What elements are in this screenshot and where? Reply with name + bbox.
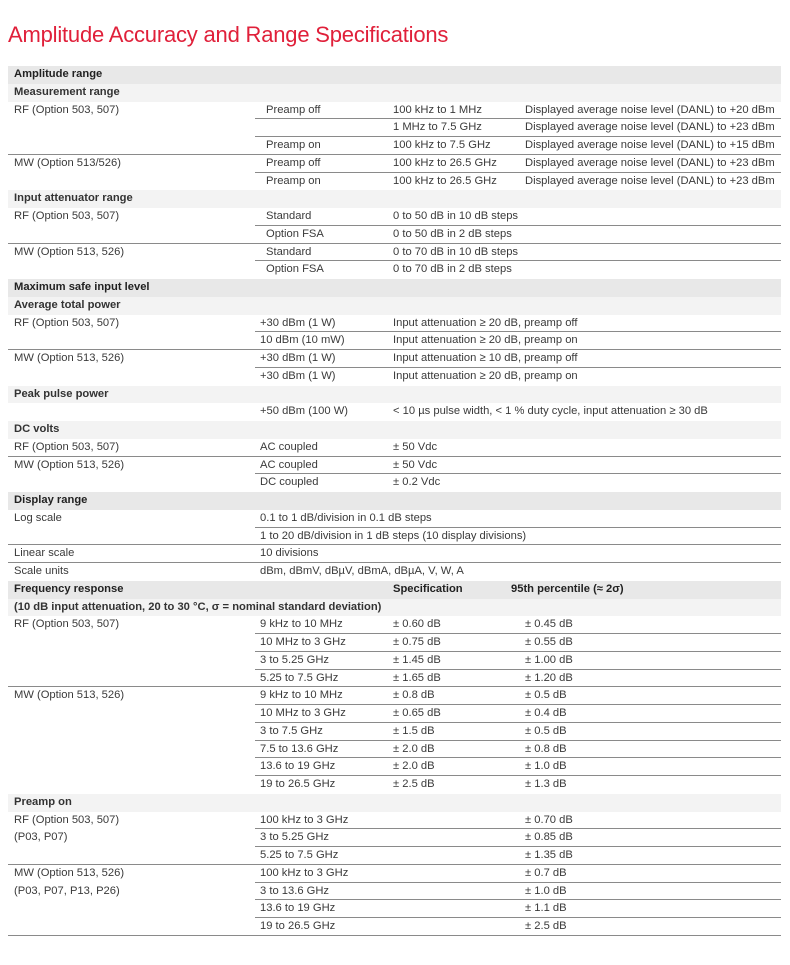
row-mode: Preamp on [266,139,321,151]
row-value: Displayed average noise level (DANL) to +23 dBm [525,121,775,134]
row-value: 10 divisions [260,547,319,560]
subsection-header-average-total-power [8,297,781,315]
row-p95: ± 0.45 dB [525,618,573,631]
section-title: Display range [14,494,88,506]
row-p95: ± 1.3 dB [525,778,567,790]
row-spec: ± 1.65 dB [393,671,441,684]
row-spec: ± 0.60 dB [393,618,441,631]
row-mode: Preamp off [266,156,321,169]
table-row [8,545,781,563]
row-level: +30 dBm (1 W) [260,369,336,382]
table-row [8,208,781,226]
table-row [8,403,781,421]
row-p95: ± 1.0 dB [525,884,567,897]
row-spec: ± 0.65 dB [393,707,441,719]
subsection-title: Input attenuator range [14,192,133,205]
row-mode: Preamp on [266,174,321,187]
row-label: MW (Option 513/526) [14,156,121,169]
table-row [8,137,781,155]
row-label: RF (Option 503, 507) [14,210,120,222]
row-p95: ± 1.20 dB [525,671,573,684]
table-row [8,918,781,936]
row-freq: 9 kHz to 10 MHz [260,618,343,631]
table-row [8,439,781,457]
row-mode: Preamp off [266,103,321,116]
table-row [8,102,781,120]
row-value: dBm, dBmV, dBµV, dBmA, dBµA, V, W, A [260,565,464,577]
section-header-max-safe-input [8,279,781,297]
row-p95: ± 1.1 dB [525,902,567,915]
row-label: RF (Option 503, 507) [14,618,120,631]
table-row [8,510,781,528]
row-condition: Input attenuation ≥ 20 dB, preamp off [393,316,578,329]
table-row [8,723,781,741]
row-value: ± 0.2 Vdc [393,476,441,489]
row-freq: 3 to 5.25 GHz [260,653,330,666]
row-label: RF (Option 503, 507) [14,440,120,453]
row-spec: ± 1.45 dB [393,653,441,666]
row-label: Scale units [14,565,69,577]
table-row [8,350,781,368]
row-mode: Option FSA [266,263,324,276]
spec-table [8,66,781,936]
row-freq: 5.25 to 7.5 GHz [260,671,339,684]
table-row [8,315,781,333]
row-p95: ± 1.35 dB [525,849,573,861]
row-coupling: AC coupled [260,458,318,471]
column-header-specification: Specification [393,582,463,595]
row-freq: 100 kHz to 7.5 GHz [393,139,491,151]
row-value: 0.1 to 1 dB/division in 0.1 dB steps [260,511,432,524]
row-level: +50 dBm (100 W) [260,405,348,418]
table-row [8,829,781,847]
table-row [8,812,781,830]
row-value: Displayed average noise level (DANL) to +15 dBm [525,139,775,151]
row-value: 0 to 50 dB in 2 dB steps [393,227,512,240]
table-row [8,616,781,634]
row-p95: ± 0.8 dB [525,742,567,755]
row-value: 1 to 20 dB/division in 1 dB steps (10 display divisions) [260,529,527,542]
row-label: MW (Option 513, 526) [14,352,125,364]
conditions-text: (10 dB input attenuation, 20 to 30 °C, σ = nominal standard deviation) [14,600,382,613]
table-row [8,758,781,776]
row-freq: 10 MHz to 3 GHz [260,707,346,719]
row-label: RF (Option 503, 507) [14,813,120,826]
row-freq: 9 kHz to 10 MHz [260,689,343,702]
row-p95: ± 0.5 dB [525,689,567,702]
row-freq: 10 MHz to 3 GHz [260,636,346,648]
table-row [8,155,781,173]
row-spec: ± 2.0 dB [393,742,435,755]
row-value: ± 50 Vdc [393,458,438,471]
row-value: Displayed average noise level (DANL) to +23 dBm [525,156,775,169]
table-row [8,261,781,279]
page-title: Amplitude Accuracy and Range Specifications [8,22,449,47]
row-value: 0 to 70 dB in 10 dB steps [393,245,519,258]
section-title: Amplitude range [14,68,103,80]
table-row [8,457,781,475]
section-header-display-range [8,492,781,510]
row-freq: 100 kHz to 26.5 GHz [393,156,497,169]
table-row [8,741,781,759]
row-p95: ± 1.00 dB [525,653,573,666]
row-p95: ± 0.4 dB [525,707,567,719]
table-row [8,226,781,244]
row-freq: 3 to 13.6 GHz [260,884,330,897]
section-header-amplitude-range [8,66,781,84]
row-p95: ± 0.55 dB [525,636,573,648]
row-p95: ± 0.7 dB [525,866,567,879]
table-row [8,119,781,137]
row-freq: 19 to 26.5 GHz [260,920,336,932]
table-row [8,705,781,723]
table-row [8,474,781,492]
subsection-title: Preamp on [14,795,72,808]
subsection-header-input-attenuator-range [8,190,781,208]
row-freq: 100 kHz to 3 GHz [260,813,349,826]
row-value: Displayed average noise level (DANL) to +23 dBm [525,174,775,187]
table-row [8,173,781,191]
row-spec: ± 0.8 dB [393,689,435,702]
row-level: +30 dBm (1 W) [260,352,336,364]
row-spec: ± 2.5 dB [393,778,435,790]
row-label: (P03, P07, P13, P26) [14,884,120,897]
table-row [8,776,781,794]
row-value: Displayed average noise level (DANL) to +20 dBm [525,103,775,116]
table-row [8,652,781,670]
row-coupling: DC coupled [260,476,319,489]
row-freq: 1 MHz to 7.5 GHz [393,121,482,134]
row-coupling: AC coupled [260,440,318,453]
section-title: Maximum safe input level [14,281,150,293]
subsection-header-measurement-range [8,84,781,102]
table-row [8,368,781,386]
subsection-header-dc-volts [8,421,781,439]
row-p95: ± 2.5 dB [525,920,567,932]
subsection-header-preamp-on [8,794,781,812]
row-label: Log scale [14,511,62,524]
frequency-response-conditions [8,599,781,617]
row-value: ± 50 Vdc [393,440,438,453]
row-freq: 3 to 7.5 GHz [260,724,323,737]
row-spec: ± 1.5 dB [393,724,435,737]
row-mode: Standard [266,245,312,258]
row-freq: 7.5 to 13.6 GHz [260,742,339,755]
table-row [8,332,781,350]
subsection-header-peak-pulse-power [8,386,781,404]
row-label: Linear scale [14,547,75,560]
row-label: RF (Option 503, 507) [14,103,120,116]
row-label: MW (Option 513, 526) [14,689,125,702]
table-row [8,634,781,652]
row-freq: 13.6 to 19 GHz [260,902,336,915]
row-label: RF (Option 503, 507) [14,316,120,329]
section-title: Frequency response [14,582,124,595]
table-row [8,900,781,918]
subsection-title: Peak pulse power [14,387,109,400]
row-freq: 5.25 to 7.5 GHz [260,849,339,861]
subsection-title: Average total power [14,298,121,311]
table-row [8,670,781,688]
row-label: MW (Option 513, 526) [14,458,125,471]
table-row [8,865,781,883]
row-level: +30 dBm (1 W) [260,316,336,329]
row-p95: ± 1.0 dB [525,760,567,773]
row-condition: < 10 µs pulse width, < 1 % duty cycle, input attenuation ≥ 30 dB [393,405,708,418]
table-row [8,883,781,901]
row-value: 0 to 70 dB in 2 dB steps [393,263,512,276]
row-freq: 100 kHz to 3 GHz [260,866,349,879]
row-freq: 13.6 to 19 GHz [260,760,336,773]
row-freq: 3 to 5.25 GHz [260,831,330,844]
row-condition: Input attenuation ≥ 10 dB, preamp off [393,352,578,364]
table-row [8,528,781,546]
row-condition: Input attenuation ≥ 20 dB, preamp on [393,369,578,382]
row-freq: 100 kHz to 26.5 GHz [393,174,497,187]
row-condition: Input attenuation ≥ 20 dB, preamp on [393,334,578,347]
row-label: (P03, P07) [14,831,68,844]
row-p95: ± 0.5 dB [525,724,567,737]
table-row [8,563,781,581]
table-row [8,687,781,705]
row-mode: Option FSA [266,227,324,240]
subsection-title: DC volts [14,423,60,435]
row-spec: ± 0.75 dB [393,636,441,648]
row-mode: Standard [266,210,312,222]
row-level: 10 dBm (10 mW) [260,334,345,347]
row-p95: ± 0.85 dB [525,831,573,844]
column-header-95th-percentile: 95th percentile (≈ 2σ) [511,582,624,595]
row-value: 0 to 50 dB in 10 dB steps [393,210,519,222]
table-row [8,847,781,865]
subsection-title: Measurement range [14,85,120,98]
section-header-frequency-response [8,581,781,599]
row-freq: 19 to 26.5 GHz [260,778,336,790]
row-label: MW (Option 513, 526) [14,245,125,258]
table-row [8,244,781,262]
row-spec: ± 2.0 dB [393,760,435,773]
row-freq: 100 kHz to 1 MHz [393,103,482,116]
row-label: MW (Option 513, 526) [14,866,125,879]
row-p95: ± 0.70 dB [525,813,573,826]
